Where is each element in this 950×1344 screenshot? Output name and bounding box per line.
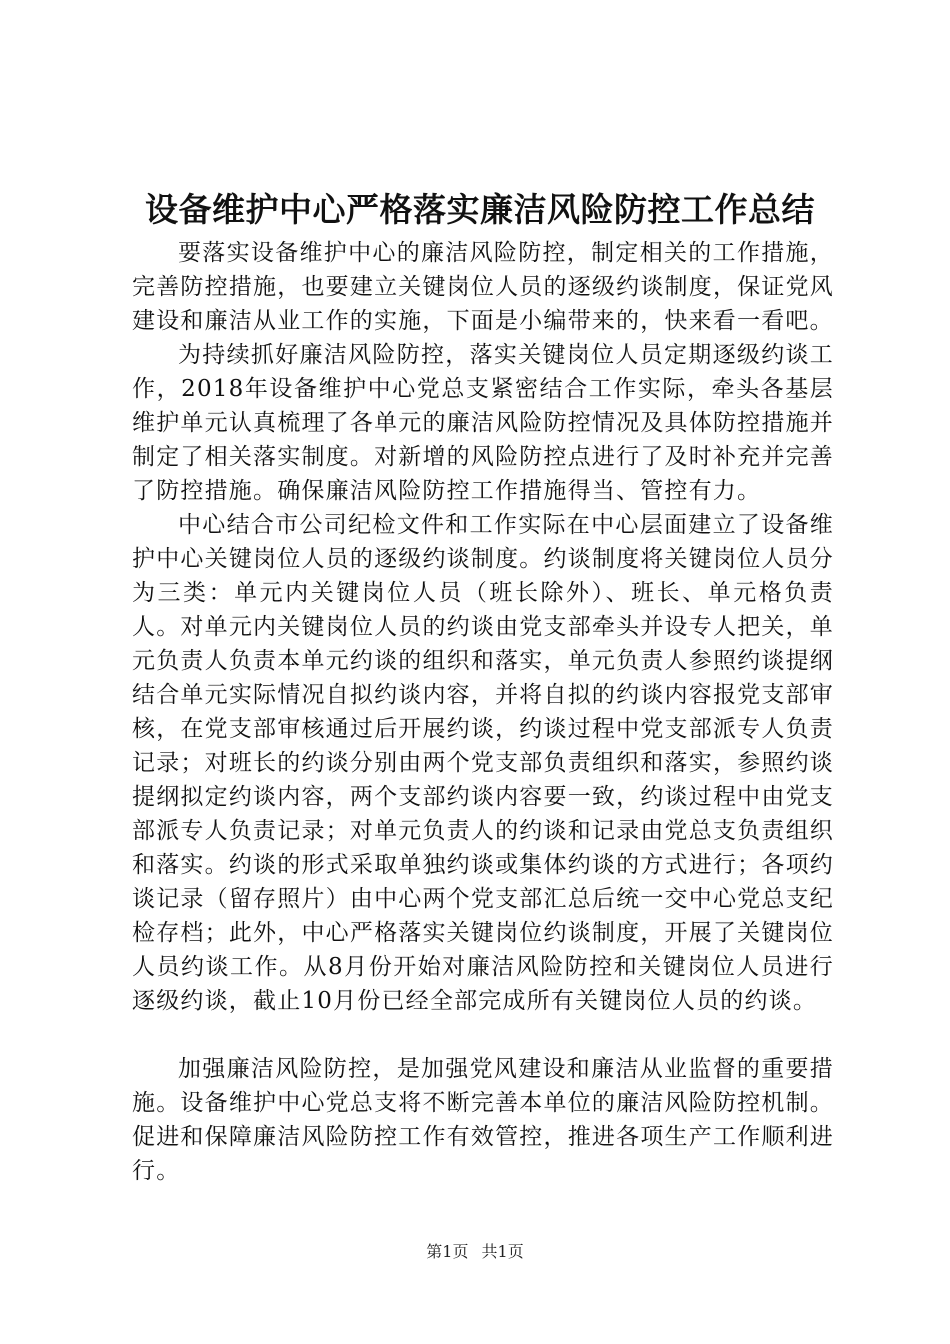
- paragraph-conclusion: 加强廉洁风险防控，是加强党风建设和廉洁从业监督的重要措施。设备维护中心党总支将不断完善本单位的廉洁风险防控机制。促进和保障廉洁风险防控工作有效管控，推进各项生产工作顺利进行。: [132, 1056, 834, 1184]
- page-footer: [0, 1240, 950, 1264]
- paragraph-risk-control: 为持续抓好廉洁风险防控，落实关键岗位人员定期逐级约谈工作，2018年设备维护中心党总支紧密结合工作实际，牵头各基层维护单元认真梳理了各单元的廉洁风险防控情况及具体防控措施并制定了相关落实制度。对新增的风险防控点进行了及时补充并完善了防控措施。确保廉洁风险防控工作措施得当、管控有力。: [132, 342, 834, 504]
- intro-paragraph: 要落实设备维护中心的廉洁风险防控，制定相关的工作措施，完善防控措施，也要建立关键岗位人员的逐级约谈制度，保证党风建设和廉洁从业工作的实施，下面是小编带来的，快来看一看吧。: [132, 240, 834, 334]
- document-body: [132, 236, 834, 1188]
- page-number-current: 第1页: [426, 1242, 469, 1261]
- paragraph-interview-system: 中心结合市公司纪检文件和工作实际在中心层面建立了设备维护中心关键岗位人员的逐级约谈制度。约谈制度将关键岗位人员分为三类：单元内关键岗位人员（班长除外）、班长、单元格负责人。对单元内关键岗位人员的约谈由党支部牵头并设专人把关，单元负责人负责本单元约谈的组织和落实，单元负责人参照约谈提纲结合单元实际情况自拟约谈内容，并将自拟的约谈内容报党支部审核，在党支部审核通过后开展约谈，约谈过程中党支部派专人负责记录；对班长的约谈分别由两个党支部负责组织和落实，参照约谈提纲拟定约谈内容，两个支部约谈内容要一致，约谈过程中由党支部派专人负责记录；对单元负责人的约谈和记录由党总支负责组织和落实。约谈的形式采取单独约谈或集体约谈的方式进行；各项约谈记录（留存照片）由中心两个党支部汇总后统一交中心党总支纪检存档；此外，中心严格落实关键岗位约谈制度，开展了关键岗位人员约谈工作。从8月份开始对廉洁风险防控和关键岗位人员进行逐级约谈，截止10月份已经全部完成所有关键岗位人员的约谈。: [132, 512, 834, 1014]
- document-title: 设备维护中心严格落实廉洁风险防控工作总结: [145, 190, 815, 229]
- page-number-total: 共1页: [481, 1242, 524, 1261]
